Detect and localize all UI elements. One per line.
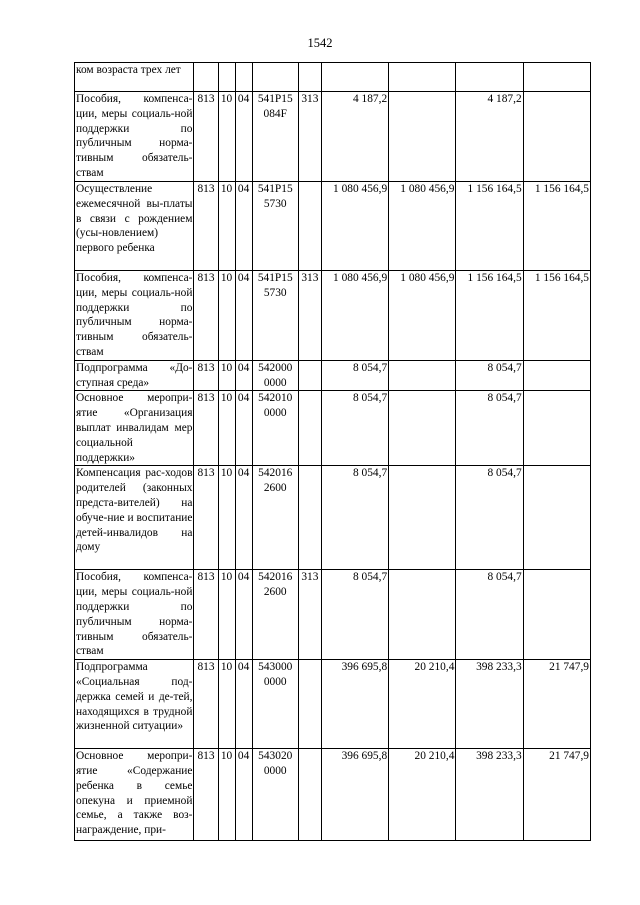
cell-vr: [298, 466, 321, 570]
cell-value-3: 1 156 164,5: [456, 182, 523, 271]
cell-csr: 542000 0000: [252, 360, 298, 391]
cell-value-4: 1 156 164,5: [523, 271, 590, 361]
cell-value-2: [389, 391, 456, 466]
cell-ved: 813: [194, 182, 218, 271]
row-name: Подпрограмма «До-ступная среда»: [75, 360, 194, 391]
cell-value-4: 1 156 164,5: [523, 182, 590, 271]
cell-pr: 04: [235, 466, 252, 570]
row-name: ком возраста трех лет: [75, 63, 194, 92]
cell-value-4: [523, 570, 590, 660]
cell-value-1: 8 054,7: [321, 391, 388, 466]
cell-value-2: 1 080 456,9: [389, 182, 456, 271]
cell-csr: 543000 0000: [252, 660, 298, 749]
page-number: 1542: [307, 36, 333, 50]
cell-ved: 813: [194, 660, 218, 749]
cell-value-4: [523, 92, 590, 182]
cell-value-1: 396 695,8: [321, 660, 388, 749]
cell-value-4: [523, 360, 590, 391]
cell-vr: [298, 182, 321, 271]
cell-pr: 04: [235, 92, 252, 182]
cell-ved: 813: [194, 466, 218, 570]
cell-csr: 542016 2600: [252, 466, 298, 570]
cell-value-1: 8 054,7: [321, 570, 388, 660]
cell-value-2: 1 080 456,9: [389, 271, 456, 361]
table-body: [75, 63, 591, 841]
cell-value-3: [456, 63, 523, 92]
cell-value-1: 4 187,2: [321, 92, 388, 182]
cell-ved: 813: [194, 391, 218, 466]
cell-value-3: 4 187,2: [456, 92, 523, 182]
cell-ved: 813: [194, 92, 218, 182]
row-name: Основное меропри-ятие «Организация выплат инвалидам мер социальной поддержки»: [75, 391, 194, 466]
cell-value-1: 8 054,7: [321, 466, 388, 570]
cell-rz: 10: [218, 271, 235, 361]
table-row: [75, 360, 591, 391]
cell-rz: 10: [218, 749, 235, 841]
cell-pr: 04: [235, 182, 252, 271]
cell-value-3: 8 054,7: [456, 360, 523, 391]
cell-pr: 04: [235, 660, 252, 749]
table-row: [75, 570, 591, 660]
table-row: [75, 92, 591, 182]
table-row: [75, 391, 591, 466]
cell-pr: 04: [235, 271, 252, 361]
cell-value-1: 396 695,8: [321, 749, 388, 841]
cell-value-3: 8 054,7: [456, 466, 523, 570]
cell-ved: 813: [194, 570, 218, 660]
cell-csr: [252, 63, 298, 92]
cell-vr: [298, 63, 321, 92]
cell-value-2: 20 210,4: [389, 660, 456, 749]
cell-csr: 541P15 5730: [252, 182, 298, 271]
cell-pr: [235, 63, 252, 92]
cell-value-2: [389, 466, 456, 570]
cell-vr: [298, 360, 321, 391]
cell-vr: 313: [298, 92, 321, 182]
cell-value-2: 20 210,4: [389, 749, 456, 841]
cell-rz: 10: [218, 570, 235, 660]
table-row: [75, 749, 591, 841]
cell-value-1: 1 080 456,9: [321, 271, 388, 361]
cell-rz: 10: [218, 466, 235, 570]
row-name: Основное меропри-ятие «Содержание ребенка в семье опекуна и приемной семье, а также воз-награждение, при-: [75, 749, 194, 841]
cell-rz: 10: [218, 660, 235, 749]
cell-value-2: [389, 92, 456, 182]
row-name: Пособия, компенса-ции, меры социаль-ной поддержки по публичным норма-тивным обязатель-ствам: [75, 570, 194, 660]
cell-value-4: [523, 391, 590, 466]
cell-value-3: 398 233,3: [456, 660, 523, 749]
cell-rz: 10: [218, 360, 235, 391]
cell-rz: [218, 63, 235, 92]
cell-value-2: [389, 63, 456, 92]
cell-vr: 313: [298, 570, 321, 660]
cell-ved: 813: [194, 271, 218, 361]
cell-csr: 541P15 084F: [252, 92, 298, 182]
cell-pr: 04: [235, 391, 252, 466]
table-row: [75, 182, 591, 271]
cell-value-3: 1 156 164,5: [456, 271, 523, 361]
cell-value-4: [523, 466, 590, 570]
cell-pr: 04: [235, 570, 252, 660]
cell-rz: 10: [218, 391, 235, 466]
cell-value-1: 8 054,7: [321, 360, 388, 391]
cell-vr: 313: [298, 271, 321, 361]
cell-value-2: [389, 360, 456, 391]
cell-vr: [298, 391, 321, 466]
cell-pr: 04: [235, 360, 252, 391]
cell-value-3: 398 233,3: [456, 749, 523, 841]
row-name: Осуществление ежемесячной вы-платы в связи с рождением (усы-новлением) первого ребенка: [75, 182, 194, 271]
row-name: Компенсация рас-ходов родителей (законных предста-вителей) на обуче-ние и воспитание детей-инвалидов на дому: [75, 466, 194, 570]
cell-csr: 542016 2600: [252, 570, 298, 660]
cell-rz: 10: [218, 92, 235, 182]
row-name: Подпрограмма «Социальная под-держка семей и де-тей, находящихся в трудной жизненной ситуации»: [75, 660, 194, 749]
cell-vr: [298, 660, 321, 749]
cell-csr: 542010 0000: [252, 391, 298, 466]
row-name: Пособия, компенса-ции, меры социаль-ной поддержки по публичным норма-тивным обязатель-ствам: [75, 92, 194, 182]
cell-ved: 813: [194, 749, 218, 841]
cell-value-1: [321, 63, 388, 92]
table-row: [75, 466, 591, 570]
cell-vr: [298, 749, 321, 841]
cell-value-3: 8 054,7: [456, 391, 523, 466]
table-row: [75, 660, 591, 749]
row-name: Пособия, компенса-ции, меры социаль-ной поддержки по публичным норма-тивным обязатель-ствам: [75, 271, 194, 361]
cell-value-2: [389, 570, 456, 660]
cell-value-1: 1 080 456,9: [321, 182, 388, 271]
cell-csr: 541P15 5730: [252, 271, 298, 361]
cell-ved: [194, 63, 218, 92]
cell-csr: 543020 0000: [252, 749, 298, 841]
cell-value-4: 21 747,9: [523, 660, 590, 749]
budget-table: [74, 62, 591, 841]
cell-pr: 04: [235, 749, 252, 841]
cell-value-3: 8 054,7: [456, 570, 523, 660]
cell-value-4: 21 747,9: [523, 749, 590, 841]
cell-rz: 10: [218, 182, 235, 271]
table-row: [75, 271, 591, 361]
table-row: [75, 63, 591, 92]
cell-ved: 813: [194, 360, 218, 391]
cell-value-4: [523, 63, 590, 92]
